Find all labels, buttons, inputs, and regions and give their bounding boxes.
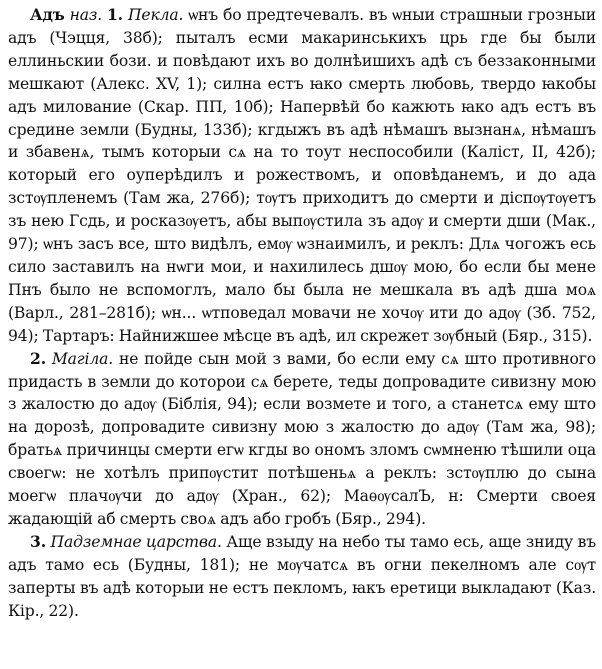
- sense-text: не пойде сын мой з вами, бо если ему сѧ што противного придасть в земли до которои сѧ берете, теды допровадите сивизну мою з жалостю до адѹ (Біблія, 94); если возмете и того, а станетсѧ ему што на дорозѣ, допровадите сивизну мою з жалостю до адѹ (Там жа, 98); братьѧ причинцы смерти егѡ кгды во ономъ зломъ сѡмненю тѣшили оца своегѡ: не хотѣлъ припѹстит потѣшеньѧ а реклъ: зстѹплю до сына моегѡ плачѹчи до адѹ (Хран., 62); МаѳѹсалЪ, н: Смерти своея жадающій аб смерть своѧ адъ або гробъ (Бяр., 294).: [8, 349, 596, 528]
- sense-text: Аще взыду на небо ты тамо есь, аще зниду въ адъ тамо есь (Будны, 181); не мѹчатсѧ въ огни пекелномъ але сѹт заперты въ адѣ которыи не естъ пекломъ, ꙗкъ еретици выкладают (Каз. Кір., 22).: [8, 532, 596, 620]
- sense-2: [8, 348, 596, 531]
- sense-number: 2.: [30, 348, 46, 368]
- sense-1: [8, 4, 596, 348]
- sense-3: [8, 531, 596, 623]
- part-of-speech: наз.: [69, 6, 103, 24]
- dictionary-entry: [8, 4, 596, 622]
- sense-text: ѡнъ бо предтечевалъ. въ ѡныи страшныи грозныи адъ (Чэцця, 38б); пыталъ есми макаринськихъ црь где бы были еллиньскии бози. и повѣдают ихъ во долнѣишихъ адѣ съ беззаконными мешкают (Алекс. XV, 1); силна естъ ꙗко смерть любовь, твердо ꙗкобы адъ милование (Скар. ПП, 10б); Напервѣй бо кажють ꙗко адъ естъ въ средине земли (Будны, 133б); кгдыжъ въ адѣ нѣмашъ вызнанѧ, нѣмашъ и збавенѧ, тымъ которыи сѧ на то тоут неспособили (Каліст, II, 42б); который его оуперѣдилъ и рожествомъ, и оповѣданемъ, и до ада зстѹпленемъ (Там жа, 276б); тѹтъ приходитъ до смерти и діспѹтѹетъ зъ нею Гсдь, и росказѹетъ, абы выпѹстила зъ адѹ и смерти дши (Мак., 97); ѡнъ засъ все, што видѣлъ, емѹ ѡзнаимилъ, и реклъ: Длѧ чогожъ есь сило заставилъ на нѡги мои, и нахилилесь дшѹ мою, бо если бы мене Пнъ было не вспомоглъ, мало бы была не мешкала въ адѣ дша моѧ (Варл., 281–281б); ѡн... ѡтповедал мовачи не хочѹ ити до адѹ (Зб. 752, 94); Тартаръ: Найнижшее мѣсце въ адѣ, ил скрежет зѹбный (Бяр., 315).: [8, 6, 597, 345]
- headword: Адъ: [30, 5, 65, 24]
- sense-number: 1.: [106, 5, 123, 24]
- sense-number: 3.: [30, 531, 46, 551]
- sense-gloss: Магіла.: [51, 349, 114, 368]
- sense-gloss: Падземнае царства.: [50, 532, 222, 551]
- sense-gloss: Пекла.: [127, 6, 184, 24]
